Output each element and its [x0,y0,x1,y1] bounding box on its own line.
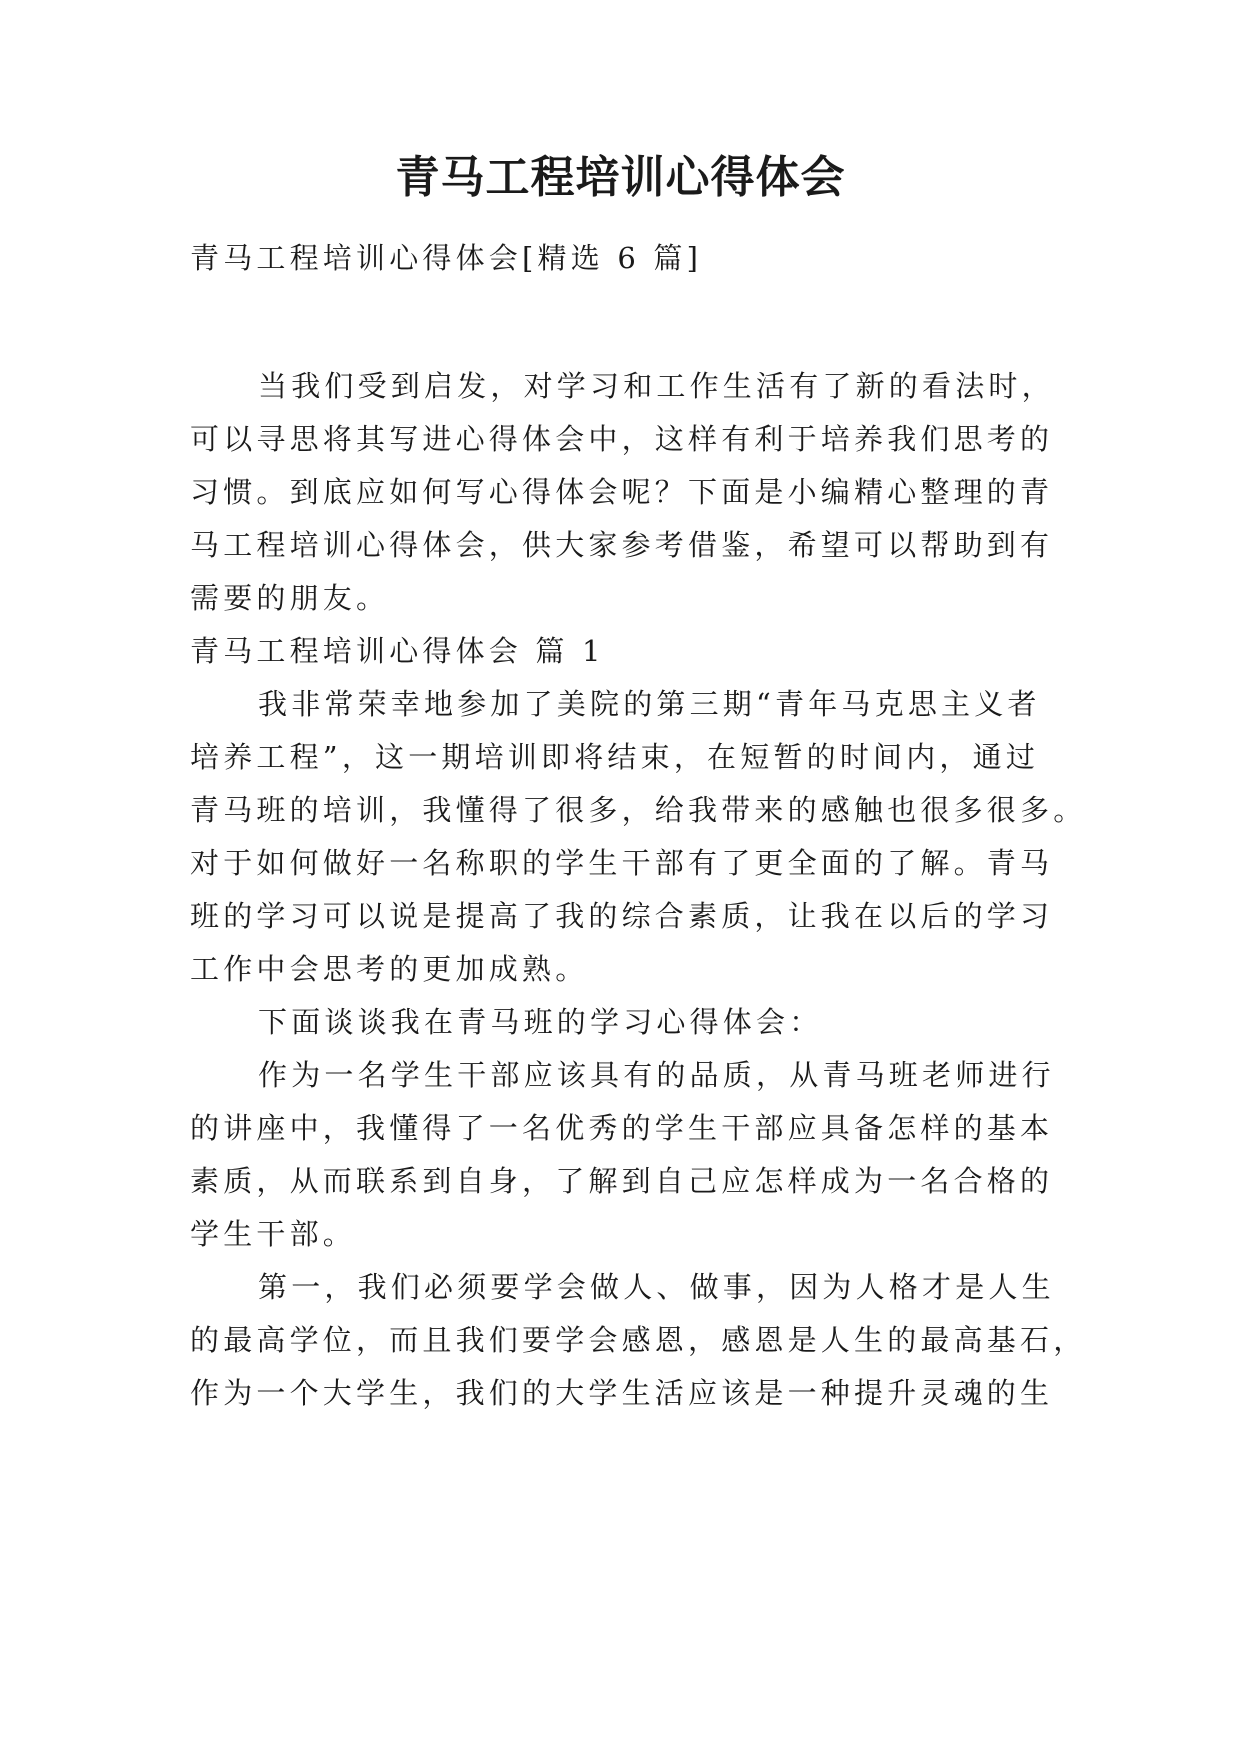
paragraph-line: 对于如何做好一名称职的学生干部有了更全面的了解。青马 [190,846,1054,880]
paragraph-line: 作为一个大学生，我们的大学生活应该是一种提升灵魂的生 [190,1376,1054,1410]
intro-line: 当我们受到启发，对学习和工作生活有了新的看法时， [258,369,1055,403]
paragraph-line: 培养工程”，这一期培训即将结束，在短暂的时间内，通过 [190,740,1040,774]
intro-line: 习惯。到底应如何写心得体会呢？下面是小编精心整理的青 [190,475,1054,509]
section-heading: 青马工程培训心得体会 篇 1 [190,634,605,668]
intro-line: 可以寻思将其写进心得体会中，这样有利于培养我们思考的 [190,422,1054,456]
paragraph-line: 我非常荣幸地参加了美院的第三期“青年马克思主义者 [258,687,1041,721]
paragraph-line: 下面谈谈我在青马班的学习心得体会： [258,1005,823,1039]
intro-line: 马工程培训心得体会，供大家参考借鉴，希望可以帮助到有 [190,528,1054,562]
paragraph-line: 的最高学位，而且我们要学会感恩，感恩是人生的最高基石， [190,1323,1087,1357]
paragraph-line: 的讲座中，我懂得了一名优秀的学生干部应具备怎样的基本 [190,1111,1054,1145]
document-subtitle: 青马工程培训心得体会[精选 6 篇] [190,241,703,275]
paragraph-line: 青马班的培训，我懂得了很多，给我带来的感触也很多很多。 [190,793,1087,827]
paragraph-line: 学生干部。 [190,1217,357,1251]
intro-line: 需要的朋友。 [190,581,390,615]
paragraph-line: 作为一名学生干部应该具有的品质，从青马班老师进行 [258,1058,1055,1092]
document-title: 青马工程培训心得体会 [395,152,846,203]
paragraph-line: 工作中会思考的更加成熟。 [190,952,589,986]
paragraph-line: 班的学习可以说是提高了我的综合素质，让我在以后的学习 [190,899,1054,933]
paragraph-line: 第一，我们必须要学会做人、做事，因为人格才是人生 [258,1270,1055,1304]
paragraph-line: 素质，从而联系到自身，了解到自己应怎样成为一名合格的 [190,1164,1054,1198]
